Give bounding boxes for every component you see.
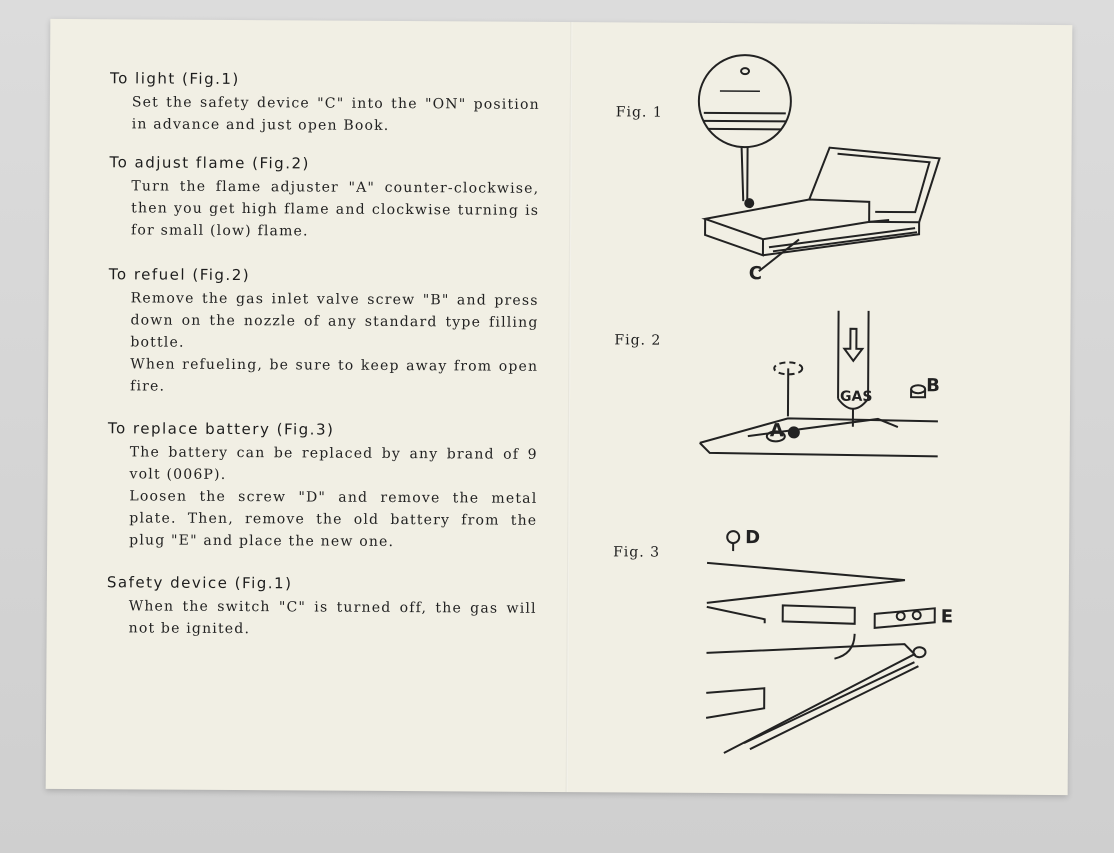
section-paragraph: The battery can be replaced by any brand of 9 volt (006P). <box>129 444 538 483</box>
instructions-column <box>106 69 540 660</box>
section-heading: To light (Fig.1) <box>109 69 240 89</box>
section-adjust-flame <box>109 153 540 244</box>
callout-a: A <box>769 420 784 442</box>
section-heading: Safety device (Fig.1) <box>106 573 293 593</box>
callout-e: E <box>940 606 954 628</box>
section-safety-device <box>107 573 537 642</box>
instruction-leaflet <box>46 19 1073 795</box>
fig2-illustration <box>698 308 959 470</box>
fig1-illustration <box>689 51 970 283</box>
section-paragraph: Remove the gas inlet valve screw "B" and press down on the nozzle of any standard type filling bottle. <box>130 290 539 351</box>
fig1-label: Fig. 1 <box>615 104 663 121</box>
callout-c: C <box>748 263 763 285</box>
fig2-label: Fig. 2 <box>614 332 662 349</box>
section-paragraph: Loosen the screw "D" and remove the metal plate. Then, remove the old battery from the plug "E" and place the new one. <box>129 488 538 550</box>
section-replace-battery <box>107 419 538 554</box>
section-paragraph: When the switch "C" is turned off, the gas will not be ignited. <box>128 598 537 638</box>
page-fold <box>566 22 573 792</box>
section-refuel <box>108 265 539 400</box>
section-paragraph: When refueling, be sure to keep away from open fire. <box>130 356 539 395</box>
section-to-light <box>110 69 540 138</box>
section-paragraph: Turn the flame adjuster "A" counter-clockwise, then you get high flame and clockwise turning is for small (low) flame. <box>131 178 540 240</box>
section-heading: To refuel (Fig.2) <box>108 265 251 285</box>
section-paragraph: Set the safety device "C" into the "ON" position in advance and just open Book. <box>131 94 540 134</box>
section-heading: To replace battery (Fig.3) <box>107 419 335 439</box>
callout-b: B <box>926 375 940 397</box>
section-heading: To adjust flame (Fig.2) <box>109 153 310 173</box>
callout-d: D <box>745 527 761 549</box>
gas-label: GAS <box>840 388 873 405</box>
fig3-illustration <box>704 523 1005 755</box>
fig3-label: Fig. 3 <box>613 544 661 561</box>
